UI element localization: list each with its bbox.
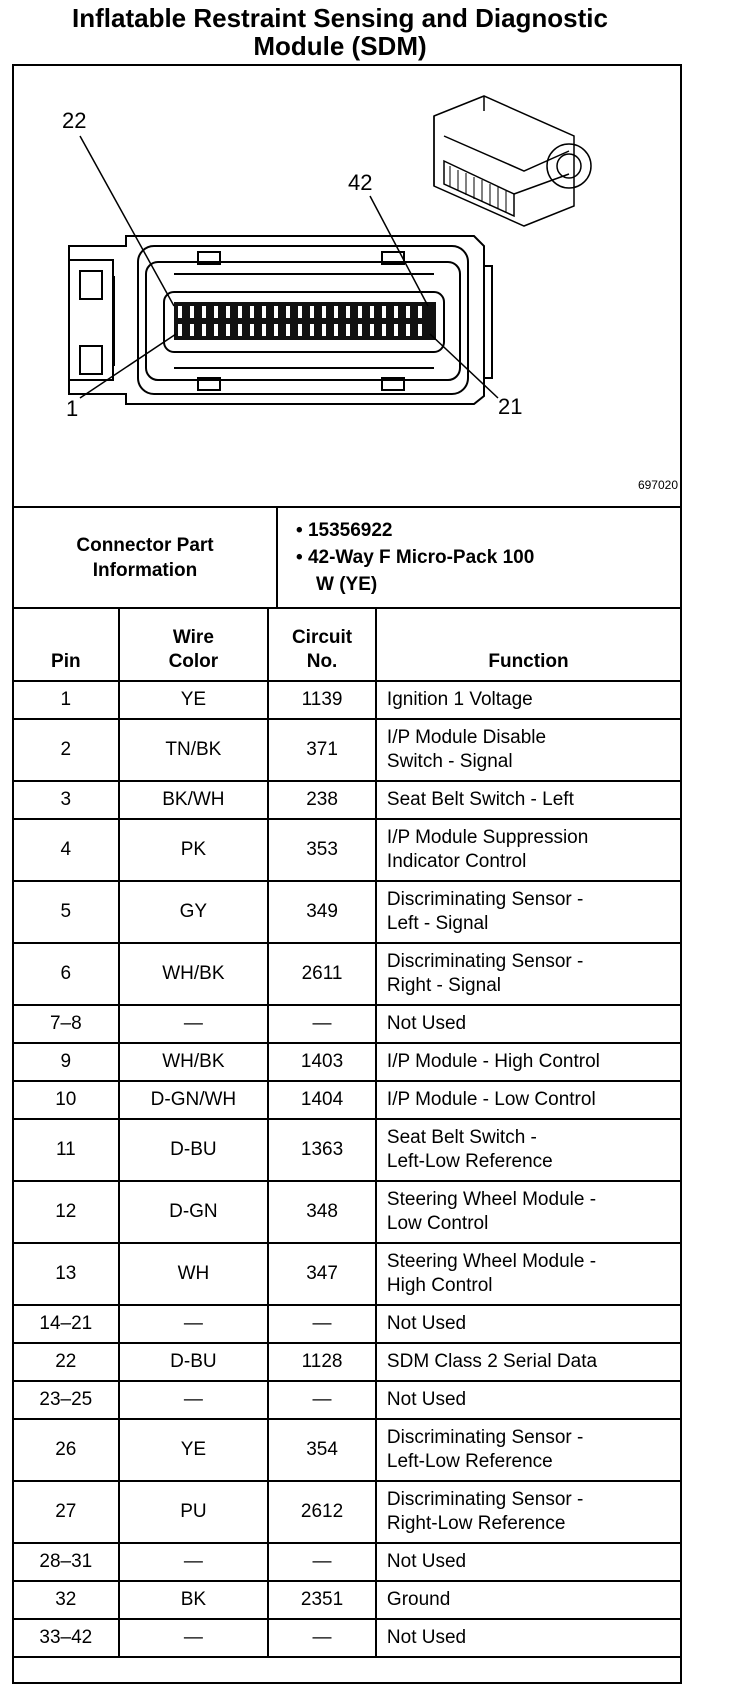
connector-info-label: Connector Part Information <box>13 507 277 608</box>
callout-21: 21 <box>498 394 523 419</box>
table-cell: YE <box>119 1419 269 1481</box>
table-cell: 1139 <box>268 681 376 719</box>
table-row <box>13 1343 681 1381</box>
connector-drawing <box>14 66 680 506</box>
connector-diagram <box>14 66 680 506</box>
table-cell: 7–8 <box>13 1005 119 1043</box>
table-cell: 2611 <box>268 943 376 1005</box>
table-row <box>13 781 681 819</box>
table-row <box>13 1381 681 1419</box>
table-row <box>13 881 681 943</box>
table-cell: Steering Wheel Module - High Control <box>376 1243 681 1305</box>
table-cell: 347 <box>268 1243 376 1305</box>
table-cell: 348 <box>268 1181 376 1243</box>
table-cell: 26 <box>13 1419 119 1481</box>
table-cell: 23–25 <box>13 1381 119 1419</box>
table-cell: 22 <box>13 1343 119 1381</box>
table-cell: 238 <box>268 781 376 819</box>
table-cell: I/P Module Suppression Indicator Control <box>376 819 681 881</box>
part-number: • 15356922 <box>296 520 393 541</box>
callout-42: 42 <box>348 170 373 195</box>
table-cell: 5 <box>13 881 119 943</box>
table-cell: I/P Module - Low Control <box>376 1081 681 1119</box>
table-cell: 33–42 <box>13 1619 119 1657</box>
callout-1: 1 <box>66 396 79 421</box>
table-cell: PK <box>119 819 269 881</box>
table-cell: 2612 <box>268 1481 376 1543</box>
connector-info-table <box>12 506 682 609</box>
header-pin: Pin <box>13 608 119 681</box>
table-row <box>13 1581 681 1619</box>
table-row <box>13 943 681 1005</box>
title-line-2: Module (SDM) <box>253 31 427 61</box>
table-cell: WH/BK <box>119 1043 269 1081</box>
table-cell: — <box>268 1543 376 1581</box>
table-row <box>13 1543 681 1581</box>
header-wire-color: Wire Color <box>119 608 269 681</box>
table-cell: I/P Module - High Control <box>376 1043 681 1081</box>
table-cell: 12 <box>13 1181 119 1243</box>
table-cell: — <box>268 1305 376 1343</box>
table-cell: TN/BK <box>119 719 269 781</box>
table-cell: 1 <box>13 681 119 719</box>
table-row <box>13 719 681 781</box>
table-cell: 11 <box>13 1119 119 1181</box>
pinout-header-row <box>13 608 681 681</box>
table-cell: — <box>119 1381 269 1419</box>
table-row <box>13 1305 681 1343</box>
table-cell: 27 <box>13 1481 119 1543</box>
table-row <box>13 1419 681 1481</box>
table-cell: 9 <box>13 1043 119 1081</box>
table-cell: I/P Module Disable Switch - Signal <box>376 719 681 781</box>
table-cell: — <box>119 1005 269 1043</box>
table-cell: Not Used <box>376 1543 681 1581</box>
table-cell: 1363 <box>268 1119 376 1181</box>
table-cell: 32 <box>13 1581 119 1619</box>
table-cell: BK <box>119 1581 269 1619</box>
table-cell: Ignition 1 Voltage <box>376 681 681 719</box>
table-row <box>13 1243 681 1305</box>
callout-22: 22 <box>62 108 87 133</box>
table-cell: 10 <box>13 1081 119 1119</box>
table-cell: Not Used <box>376 1381 681 1419</box>
table-row <box>13 1005 681 1043</box>
table-cell: — <box>268 1005 376 1043</box>
table-cell: 28–31 <box>13 1543 119 1581</box>
pinout-table <box>12 607 682 1658</box>
table-cell: 1404 <box>268 1081 376 1119</box>
table-cell: — <box>119 1543 269 1581</box>
table-cell: SDM Class 2 Serial Data <box>376 1343 681 1381</box>
table-cell: 3 <box>13 781 119 819</box>
table-row <box>13 1619 681 1657</box>
table-row <box>13 1181 681 1243</box>
table-cell: Discriminating Sensor - Left-Low Reference <box>376 1419 681 1481</box>
header-function: Function <box>376 608 681 681</box>
table-cell: D-GN/WH <box>119 1081 269 1119</box>
table-cell: Ground <box>376 1581 681 1619</box>
table-cell: WH/BK <box>119 943 269 1005</box>
table-cell: 349 <box>268 881 376 943</box>
table-cell: 4 <box>13 819 119 881</box>
table-cell: WH <box>119 1243 269 1305</box>
table-cell: D-BU <box>119 1119 269 1181</box>
table-cell: 1128 <box>268 1343 376 1381</box>
table-cell: YE <box>119 681 269 719</box>
table-cell: Not Used <box>376 1305 681 1343</box>
table-row <box>13 681 681 719</box>
header-circuit-no: Circuit No. <box>268 608 376 681</box>
table-cell: 353 <box>268 819 376 881</box>
table-cell: — <box>268 1381 376 1419</box>
connector-description: • 42-Way F Micro-Pack 100 W (YE) <box>296 547 535 595</box>
table-cell: BK/WH <box>119 781 269 819</box>
table-cell: PU <box>119 1481 269 1543</box>
table-cell: Seat Belt Switch - Left-Low Reference <box>376 1119 681 1181</box>
title-line-1: Inflatable Restraint Sensing and Diagnostic <box>72 3 608 33</box>
table-cell: Seat Belt Switch - Left <box>376 781 681 819</box>
table-cell: 14–21 <box>13 1305 119 1343</box>
table-cell: 2 <box>13 719 119 781</box>
figure-code: 697020 <box>637 478 678 492</box>
page-title <box>0 4 680 60</box>
table-cell: 2351 <box>268 1581 376 1619</box>
table-cell: D-BU <box>119 1343 269 1381</box>
connector-info-values <box>277 507 681 608</box>
table-row <box>13 1481 681 1543</box>
table-cell: Discriminating Sensor - Right - Signal <box>376 943 681 1005</box>
table-row <box>13 1119 681 1181</box>
table-cell: Not Used <box>376 1619 681 1657</box>
table-row <box>13 1043 681 1081</box>
table-cell: Steering Wheel Module - Low Control <box>376 1181 681 1243</box>
table-row <box>13 819 681 881</box>
table-cell: 1403 <box>268 1043 376 1081</box>
table-cell: — <box>119 1305 269 1343</box>
table-cell: 6 <box>13 943 119 1005</box>
table-cell: — <box>119 1619 269 1657</box>
table-cell: 371 <box>268 719 376 781</box>
table-cell: Discriminating Sensor - Left - Signal <box>376 881 681 943</box>
table-cell: 354 <box>268 1419 376 1481</box>
table-cell: GY <box>119 881 269 943</box>
table-row <box>13 1081 681 1119</box>
table-cell: Not Used <box>376 1005 681 1043</box>
table-cell: Discriminating Sensor - Right-Low Reference <box>376 1481 681 1543</box>
table-cell: 13 <box>13 1243 119 1305</box>
table-cell: — <box>268 1619 376 1657</box>
table-cell: D-GN <box>119 1181 269 1243</box>
